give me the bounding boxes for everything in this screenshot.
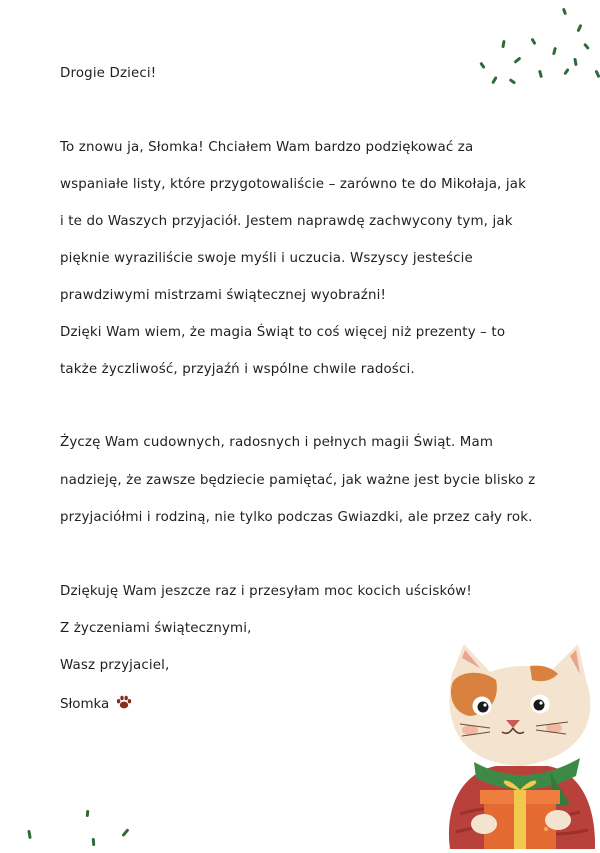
- letter-line: Dzięki Wam wiem, że magia Świąt to coś więcej niż prezenty – to: [60, 325, 506, 340]
- signature-name: Słomka: [60, 697, 110, 712]
- letter-line: przyjaciółmi i rodziną, nie tylko podczas Gwiazdki, ale przez cały rok.: [60, 510, 533, 525]
- letter-greeting: Drogie Dzieci!: [60, 66, 157, 81]
- signature: [60, 694, 133, 716]
- letter-line: pięknie wyraziliście swoje myśli i uczucia. Wszyscy jesteście: [60, 251, 473, 266]
- cat-with-gift-illustration: [430, 644, 600, 849]
- letter-line: Wasz przyjaciel,: [60, 658, 170, 673]
- letter-line: i te do Waszych przyjaciół. Jestem naprawdę zachwycony tym, jak: [60, 214, 513, 229]
- letter-line: Z życzeniami świątecznymi,: [60, 621, 252, 636]
- letter-line: prawdziwymi mistrzami świątecznej wyobraźni!: [60, 288, 386, 303]
- letter-line: nadzieję, że zawsze będziecie pamiętać, jak ważne jest bycie blisko z: [60, 473, 536, 488]
- paw-print-icon: [115, 694, 133, 716]
- letter-line: także życzliwość, przyjaźń i wspólne chwile radości.: [60, 362, 415, 377]
- letter-line: Dziękuję Wam jeszcze raz i przesyłam moc kocich uścisków!: [60, 584, 472, 599]
- letter-line: Życzę Wam cudownych, radosnych i pełnych magii Świąt. Mam: [60, 435, 494, 450]
- letter-line: wspaniałe listy, które przygotowaliście – zarówno te do Mikołaja, jak: [60, 177, 526, 192]
- letter-line: To znowu ja, Słomka! Chciałem Wam bardzo podziękować za: [60, 140, 474, 155]
